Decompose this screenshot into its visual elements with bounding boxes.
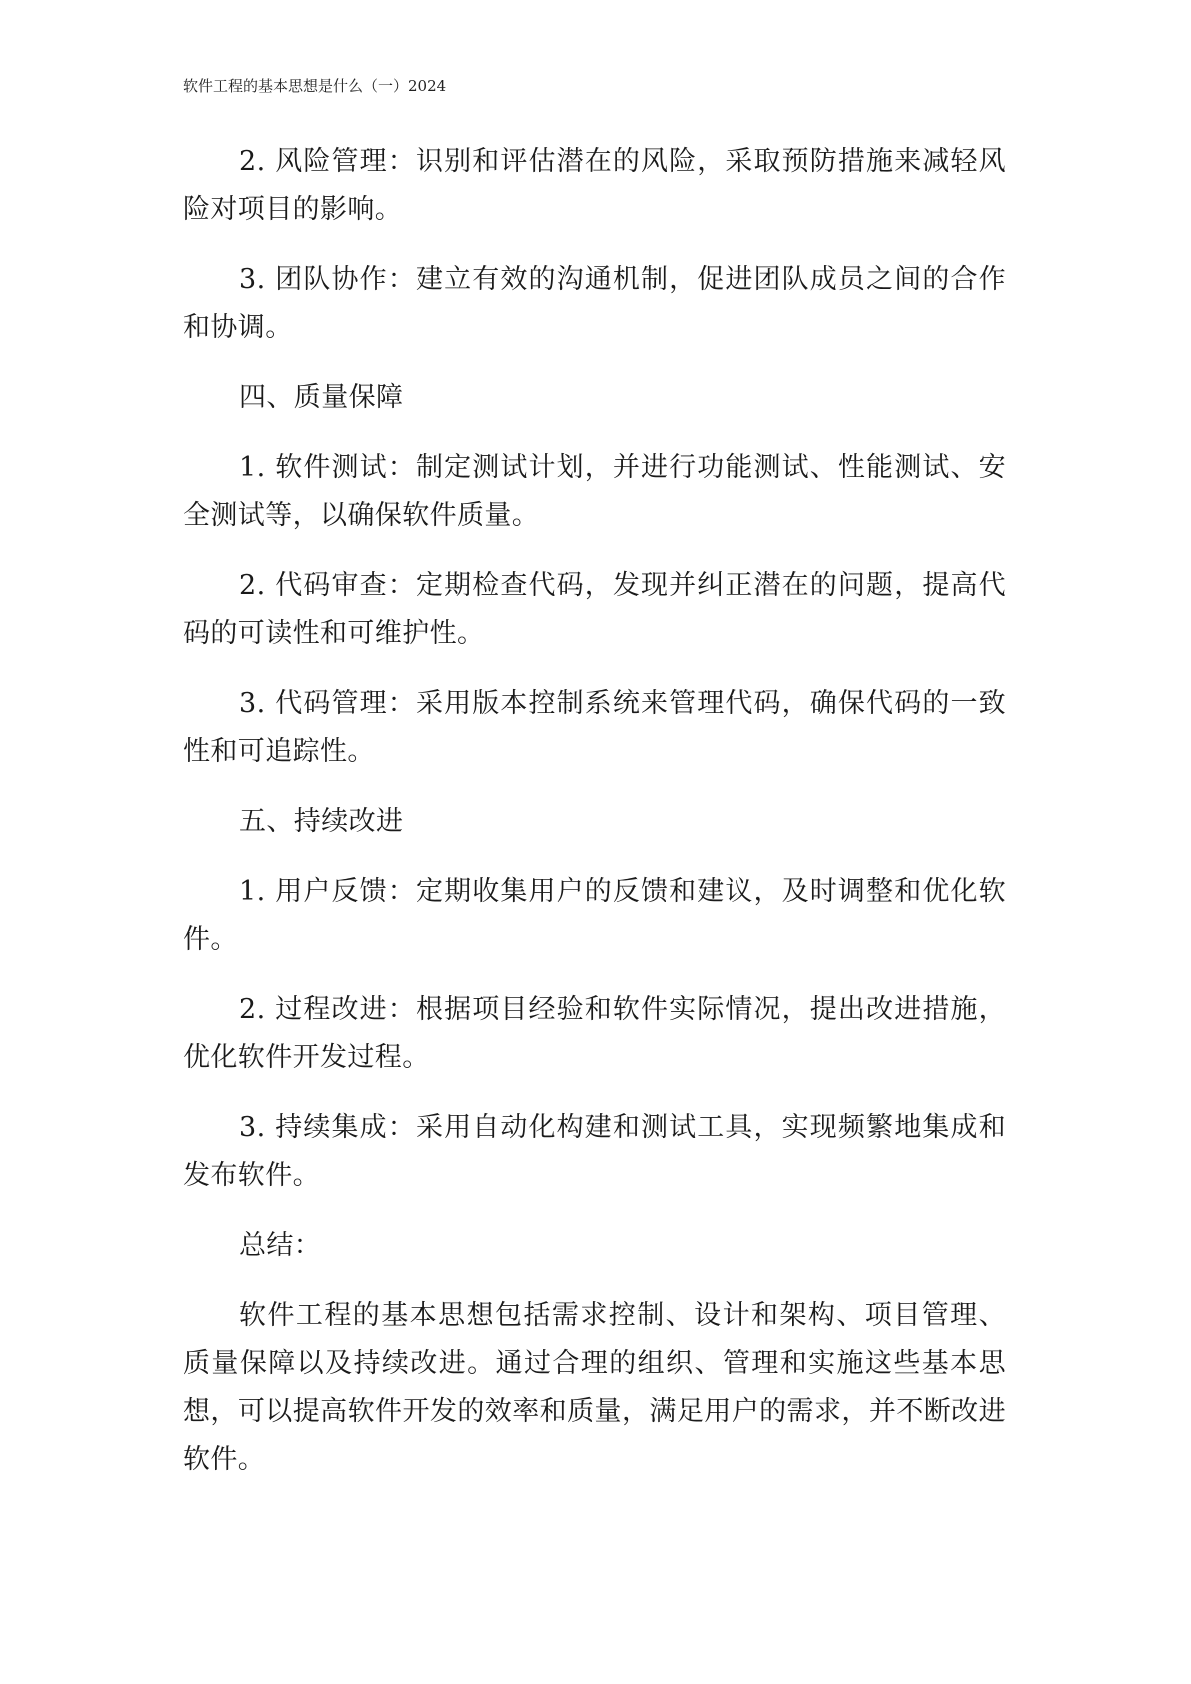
paragraph-code-review: 2. 代码审查：定期检查代码，发现并纠正潜在的问题，提高代码的可读性和可维护性。 [183, 570, 1006, 649]
paragraph-continuous-integration: 3. 持续集成：采用自动化构建和测试工具，实现频繁地集成和发布软件。 [183, 1112, 1006, 1192]
paragraph-process-improvement: 2. 过程改进：根据项目经验和软件实际情况，提出改进措施，优化软件开发过程。 [183, 994, 1006, 1074]
paragraph-risk-management: 2. 风险管理：识别和评估潜在的风险，采取预防措施来减轻风险对项目的影响。 [183, 146, 1006, 225]
section-heading-summary: 总结： [239, 1230, 322, 1262]
paragraph-software-testing: 1. 软件测试：制定测试计划，并进行功能测试、性能测试、安全测试等，以确保软件质量。 [183, 452, 1006, 531]
paragraph-user-feedback: 1. 用户反馈：定期收集用户的反馈和建议，及时调整和优化软件。 [183, 876, 1006, 956]
paragraph-summary: 软件工程的基本思想包括需求控制、设计和架构、项目管理、质量保障以及持续改进。通过合理的组织、管理和实施这些基本思想，可以提高软件开发的效率和质量，满足用户的需求，并不断改进软件。 [183, 1300, 1006, 1475]
running-header: 软件工程的基本思想是什么（一）2024 [183, 77, 447, 95]
section-heading-quality-assurance: 四、质量保障 [239, 381, 404, 413]
document-body [183, 138, 1006, 1506]
section-heading-continuous-improvement: 五、持续改进 [239, 806, 404, 838]
paragraph-team-collaboration: 3. 团队协作：建立有效的沟通机制，促进团队成员之间的合作和协调。 [183, 263, 1006, 343]
paragraph-code-management: 3. 代码管理：采用版本控制系统来管理代码，确保代码的一致性和可追踪性。 [183, 688, 1006, 767]
